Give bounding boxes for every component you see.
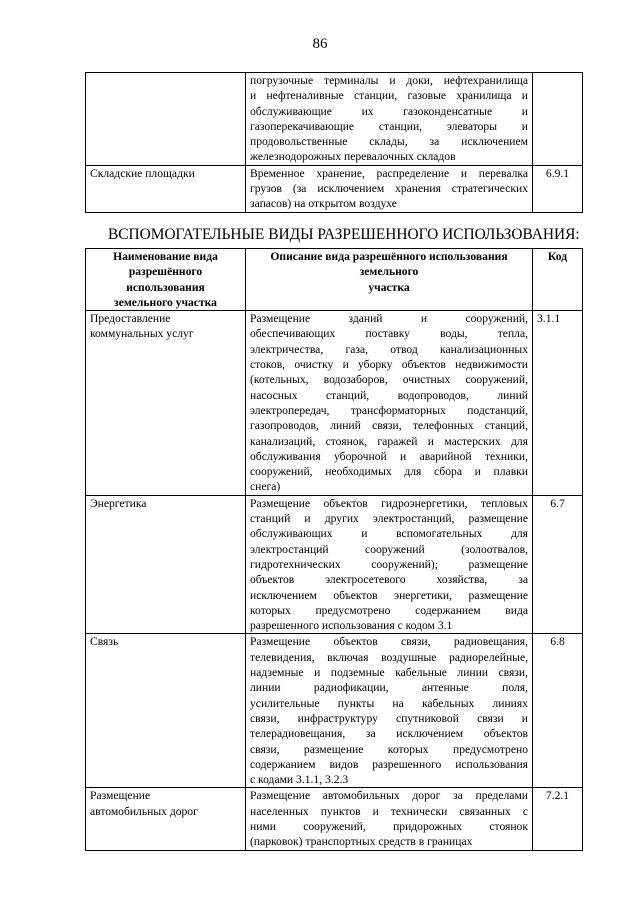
description-line: (парковок) транспортных средств в границах <box>250 835 473 849</box>
header-line: земельного участка <box>114 295 217 309</box>
description-line: разрешенного использования с кодом 3.1 <box>250 619 453 633</box>
header-code: Код <box>533 249 583 311</box>
description-line: надземные и подземные кабельные линии связи, <box>250 666 528 680</box>
permitted-use-table <box>85 248 583 851</box>
description-line: содержанием видов разрешенного использования <box>250 757 528 771</box>
table-row <box>86 311 583 496</box>
table-row <box>86 495 583 634</box>
description-line: Временное хранение, распределение и перевалка <box>250 166 528 180</box>
description-line: которых предусмотрено содержанием вида <box>250 603 528 617</box>
section-title: ВСПОМОГАТЕЛЬНЫЕ ВИДЫ РАЗРЕШЕННОГО ИСПОЛЬЗОВАНИЯ: <box>108 226 580 243</box>
use-type-description <box>246 165 533 212</box>
description-line: и нефтеналивные станции, газовые хранилища и <box>250 89 528 103</box>
header-line: участка <box>368 280 410 294</box>
description-line: линии радиофикации, антенные поля, <box>250 681 528 695</box>
use-type-code: 6.7 <box>533 495 583 634</box>
description-line: Размещение автомобильных дорог за пределами <box>250 789 528 803</box>
header-line: использования <box>126 280 205 294</box>
name-line: Предоставление <box>90 312 171 326</box>
top-table <box>85 72 583 213</box>
use-type-code <box>533 73 583 166</box>
description-line: станций и других электростанций, размещение <box>250 512 528 526</box>
description-line: телевидения, включая воздушные радиорелейные, <box>250 650 528 664</box>
name-line: Связь <box>90 635 119 649</box>
name-line: Размещение <box>90 789 151 803</box>
header-name <box>86 249 246 311</box>
name-line: автомобильных дорог <box>90 804 198 818</box>
description-line: обслуживающих и вспомогательных для <box>250 527 528 541</box>
description-line: электричества, газа, отвод канализационных <box>250 342 528 356</box>
description-line: обеспечивающих поставку воды, тепла, <box>250 327 528 341</box>
description-line: газоперекачивающие станции, элеваторы и <box>250 119 528 133</box>
header-line: разрешённого <box>128 265 203 279</box>
use-type-description <box>246 495 533 634</box>
description-line: газопроводов, линий связи, телефонных станций, <box>250 419 528 433</box>
table-row <box>86 165 583 212</box>
description-line: электростанций сооружений (золоотвалов, <box>250 542 528 556</box>
use-type-code: 6.8 <box>533 634 583 788</box>
description-line: насосных станций, водопроводов, линий <box>250 388 528 402</box>
header-line: земельного <box>359 265 419 279</box>
table-row <box>86 634 583 788</box>
name-line: Складские площадки <box>90 166 195 180</box>
description-line: обслуживающие их газоконденсатные и <box>250 104 528 118</box>
table-header-row <box>86 249 583 311</box>
header-description <box>246 249 533 311</box>
description-line: объектов электросетевого хозяйства, за <box>250 573 528 587</box>
name-line: Энергетика <box>90 496 147 510</box>
use-type-name <box>86 73 246 166</box>
description-line: Размещение объектов связи, радиовещания, <box>250 635 528 649</box>
description-line: канализаций, стоянок, гаражей и мастерских для <box>250 434 528 448</box>
description-line: железнодорожных перевалочных складов <box>250 150 456 164</box>
description-line: продовольственные склады, за исключением <box>250 135 528 149</box>
description-line: связи, размещение которых предусмотрено <box>250 742 528 756</box>
header-line: Наименование вида <box>113 250 218 263</box>
use-type-description <box>246 311 533 496</box>
use-type-code: 3.1.1 <box>533 311 583 496</box>
use-type-name <box>86 634 246 788</box>
use-type-name <box>86 311 246 496</box>
use-type-description <box>246 788 533 850</box>
use-type-name <box>86 788 246 850</box>
table-row <box>86 73 583 166</box>
description-line: погрузочные терминалы и доки, нефтехранилища <box>250 74 528 87</box>
description-line: исключением объектов энергетики, размещение <box>250 588 528 602</box>
description-line: гидротехнических сооружений); размещение <box>250 557 528 571</box>
description-line: грузов (за исключением хранения стратегических <box>250 182 528 196</box>
page-number: 86 <box>312 36 328 52</box>
use-type-name <box>86 495 246 634</box>
header-line: Описание вида разрешённого использования <box>270 250 508 263</box>
description-line: (котельных, водозаборов, очистных сооружений, <box>250 373 528 387</box>
name-line: коммунальных услуг <box>90 327 194 341</box>
use-type-code: 6.9.1 <box>533 165 583 212</box>
use-type-description <box>246 634 533 788</box>
description-line: запасов) на открытом воздухе <box>250 197 397 211</box>
description-line: Размещение объектов гидроэнергетики, тепловых <box>250 496 528 510</box>
use-type-code: 7.2.1 <box>533 788 583 850</box>
description-line: снега) <box>250 480 281 494</box>
description-line: с кодами 3.1.1, 3.2.3 <box>250 773 349 787</box>
use-type-name <box>86 165 246 212</box>
use-type-description <box>246 73 533 166</box>
description-line: связи, инфраструктуру спутниковой связи и <box>250 711 528 725</box>
table-row <box>86 788 583 850</box>
description-line: ними сооружений, придорожных стоянок <box>250 819 528 833</box>
description-line: телерадиовещания, за исключением объектов <box>250 727 528 741</box>
description-line: населенных пунктов и технически связанных с <box>250 804 528 818</box>
description-line: стоков, очистку и уборку объектов недвижимости <box>250 358 528 372</box>
description-line: сооружений, необходимых для сбора и плавки <box>250 465 528 479</box>
description-line: усилительные пункты на кабельных линиях <box>250 696 528 710</box>
description-line: электропередач, трансформаторных подстанций, <box>250 403 528 417</box>
description-line: Размещение зданий и сооружений, <box>250 312 528 326</box>
description-line: обслуживания уборочной и аварийной техники, <box>250 449 528 463</box>
